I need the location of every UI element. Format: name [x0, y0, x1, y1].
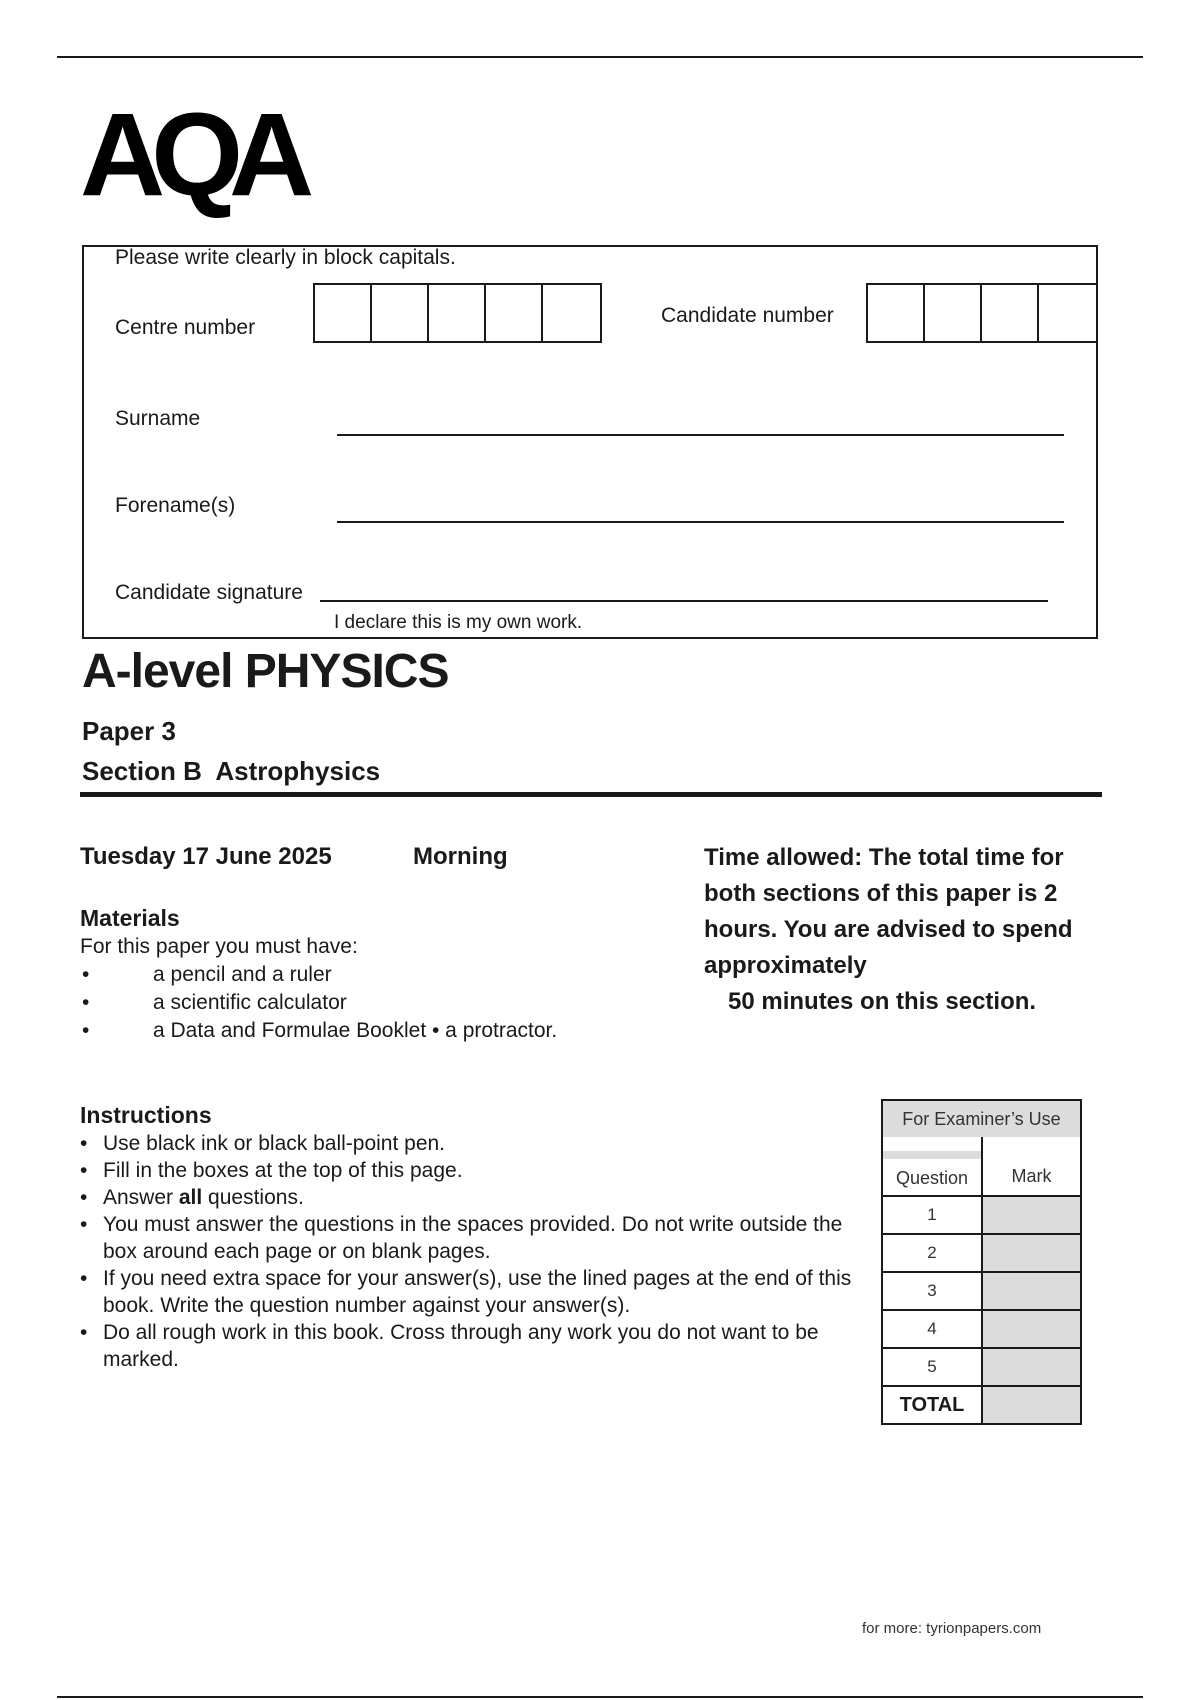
- signature-label: Candidate signature: [115, 581, 303, 604]
- header-stripe: [883, 1151, 981, 1159]
- surname-field[interactable]: [337, 434, 1064, 436]
- instruction-text: If you need extra space for your answer(s), use the lined pages at the end of this book. Write the question number against your answer(s).: [103, 1267, 852, 1317]
- instruction-item: [80, 1319, 875, 1373]
- forenames-label: Forename(s): [115, 494, 236, 517]
- bullet-icon: •: [80, 1213, 88, 1236]
- candidate-number-cell[interactable]: [868, 285, 925, 341]
- centre-number-cell[interactable]: [543, 285, 600, 341]
- forenames-field[interactable]: [337, 521, 1064, 523]
- table-row: [883, 1271, 1080, 1309]
- materials-item: [80, 989, 680, 1017]
- instruction-text: Fill in the boxes at the top of this page.: [103, 1159, 463, 1182]
- aqa-logo: AQA: [80, 89, 301, 221]
- question-column-label: Question: [895, 1168, 969, 1188]
- bullet-icon: •: [82, 991, 90, 1014]
- bullet-icon: •: [82, 1019, 90, 1042]
- materials-item-text: a pencil and a ruler: [153, 963, 332, 986]
- instruction-text: Do all rough work in this book. Cross through any work you do not want to be marked.: [103, 1321, 819, 1371]
- instructions-heading: Instructions: [80, 1102, 212, 1128]
- table-row: [883, 1195, 1080, 1233]
- bullet-icon: •: [80, 1132, 88, 1155]
- mark-cell[interactable]: [983, 1349, 1080, 1385]
- question-number: 3: [883, 1273, 983, 1309]
- question-column-header: [883, 1137, 983, 1195]
- question-number: 1: [883, 1197, 983, 1233]
- bullet-icon: •: [80, 1321, 88, 1344]
- materials-list: [80, 961, 680, 1045]
- centre-number-cell[interactable]: [372, 285, 429, 341]
- materials-intro: For this paper you must have:: [80, 935, 358, 958]
- examiner-table-heading: For Examiner’s Use: [883, 1101, 1080, 1137]
- instruction-item: [80, 1157, 875, 1184]
- question-number: 4: [883, 1311, 983, 1347]
- question-number: 2: [883, 1235, 983, 1271]
- instructions-list: [80, 1130, 875, 1373]
- table-row: [883, 1347, 1080, 1385]
- materials-item: [80, 961, 680, 989]
- exam-title: A-level PHYSICS: [82, 645, 449, 698]
- exam-session: Morning: [413, 843, 508, 870]
- time-section-text: 50 minutes on this section.: [728, 988, 1037, 1015]
- candidate-number-label: Candidate number: [661, 304, 834, 327]
- exam-date: Tuesday 17 June 2025: [80, 843, 332, 870]
- time-allowed-text: Time allowed: The total time for both sections of this paper is 2 hours. You are advised to spend approximately: [704, 844, 1073, 979]
- block-capitals-instruction: Please write clearly in block capitals.: [115, 246, 456, 269]
- total-label: TOTAL: [883, 1387, 983, 1423]
- mark-column-header: Mark: [1011, 1166, 1052, 1186]
- candidate-number-cell[interactable]: [925, 285, 982, 341]
- declaration-text: I declare this is my own work.: [334, 612, 583, 633]
- time-allowed: [704, 840, 1074, 1020]
- signature-field[interactable]: [320, 600, 1048, 602]
- centre-number-boxes[interactable]: [313, 283, 602, 343]
- instructions-section: [80, 1100, 875, 1373]
- instruction-item: [80, 1211, 875, 1265]
- instruction-text-end: questions.: [202, 1186, 304, 1209]
- candidate-number-cell[interactable]: [982, 285, 1039, 341]
- instruction-item: [80, 1184, 875, 1211]
- centre-number-label: Centre number: [115, 316, 256, 339]
- materials-item-text: a Data and Formulae Booklet • a protractor.: [153, 1019, 558, 1042]
- candidate-number-boxes[interactable]: [866, 283, 1098, 343]
- examiner-use-table: [881, 1099, 1082, 1425]
- paper-number: Paper 3: [82, 716, 176, 746]
- instruction-item: [80, 1130, 875, 1157]
- centre-number-cell[interactable]: [429, 285, 486, 341]
- candidate-number-cell[interactable]: [1039, 285, 1096, 341]
- instruction-text: You must answer the questions in the spaces provided. Do not write outside the box around each page or on blank pages.: [103, 1213, 843, 1263]
- bottom-rule: [57, 1696, 1143, 1698]
- bullet-icon: •: [80, 1267, 88, 1290]
- centre-number-cell[interactable]: [315, 285, 372, 341]
- title-rule: [80, 792, 1102, 797]
- materials-item: [80, 1017, 680, 1045]
- instruction-item: [80, 1265, 875, 1319]
- mark-cell[interactable]: [983, 1197, 1080, 1233]
- centre-number-cell[interactable]: [486, 285, 543, 341]
- instruction-emphasis: all: [178, 1186, 203, 1209]
- bullet-icon: •: [82, 963, 90, 986]
- table-row: [883, 1309, 1080, 1347]
- materials-item-text: a scientific calculator: [153, 991, 347, 1014]
- mark-cell[interactable]: [983, 1235, 1080, 1271]
- instruction-text: Answer: [103, 1186, 179, 1209]
- mark-cell[interactable]: [983, 1273, 1080, 1309]
- instruction-text: Use black ink or black ball-point pen.: [103, 1132, 446, 1155]
- mark-cell[interactable]: [983, 1311, 1080, 1347]
- top-rule: [57, 56, 1143, 58]
- footer-text: for more: tyrionpapers.com: [862, 1620, 1042, 1637]
- bullet-icon: •: [80, 1159, 88, 1182]
- table-row: [883, 1233, 1080, 1271]
- surname-label: Surname: [115, 407, 201, 430]
- materials-section: [80, 903, 680, 1045]
- materials-heading: Materials: [80, 905, 180, 931]
- examiner-table-header-row: [883, 1137, 1080, 1195]
- total-row: [883, 1385, 1080, 1423]
- section-title: Section B Astrophysics: [82, 756, 381, 786]
- total-mark-cell[interactable]: [983, 1387, 1080, 1423]
- question-number: 5: [883, 1349, 983, 1385]
- bullet-icon: •: [80, 1186, 88, 1209]
